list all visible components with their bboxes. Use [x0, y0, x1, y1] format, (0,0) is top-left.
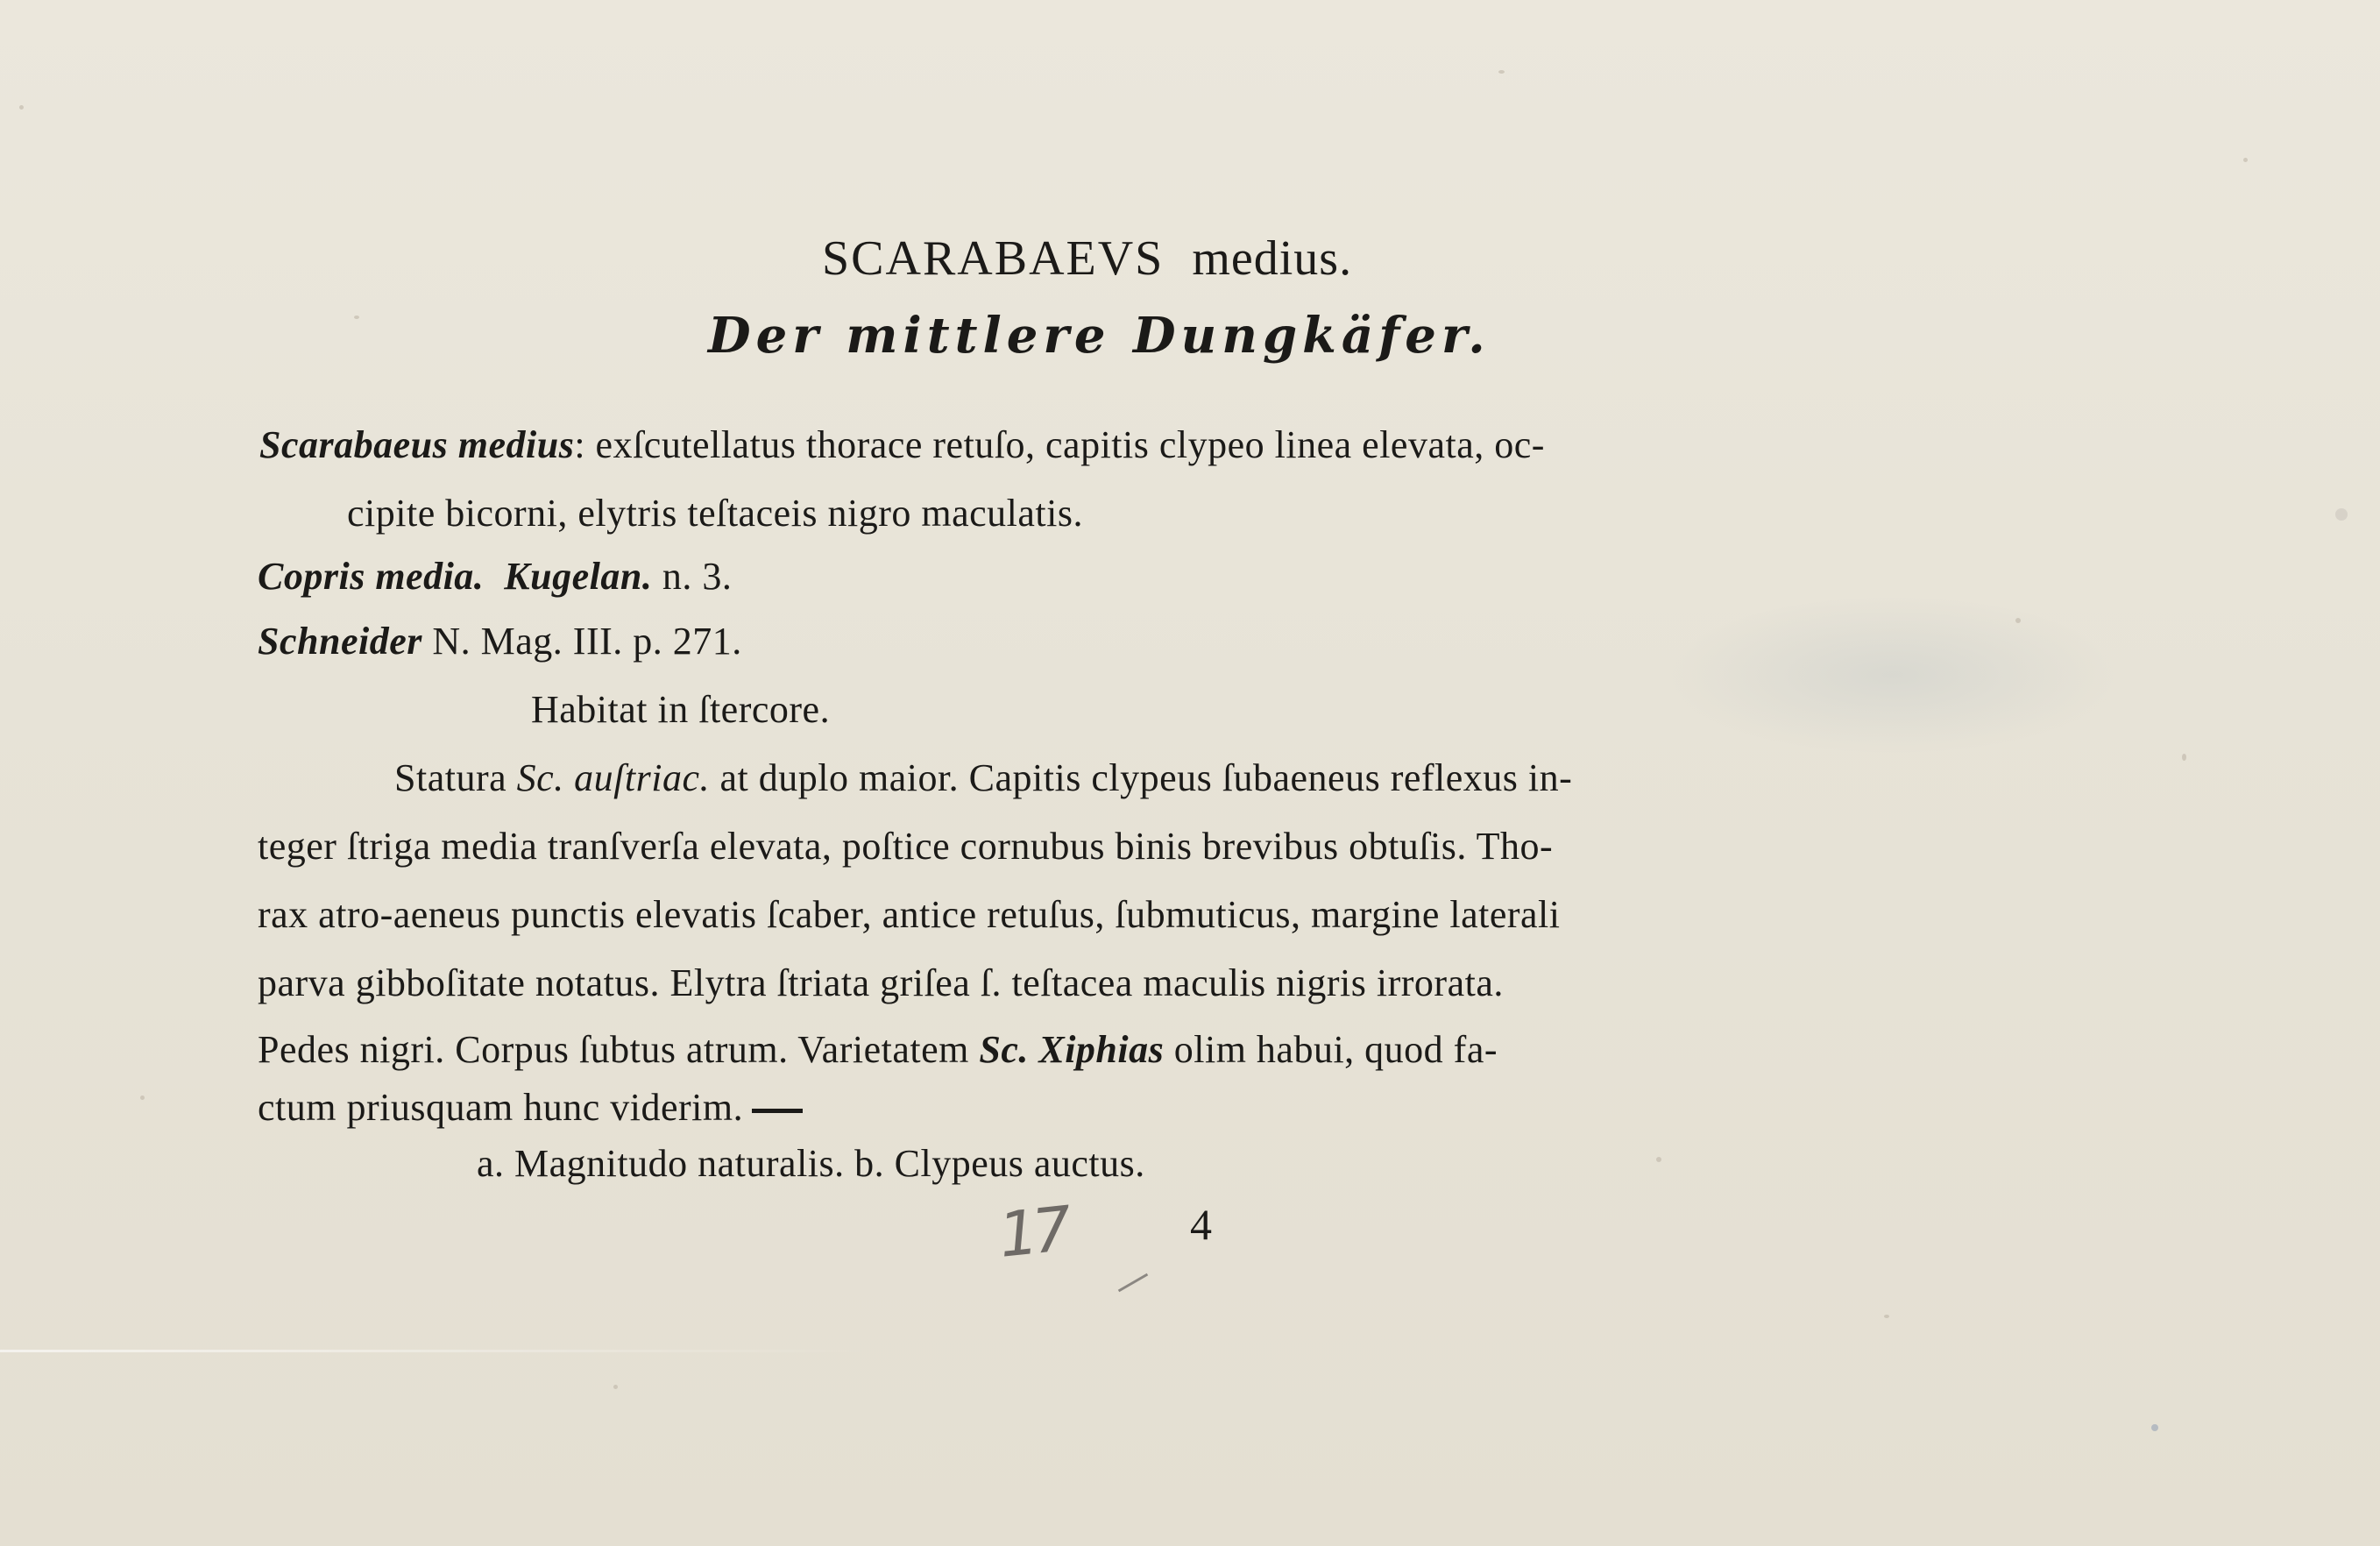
paper-speck — [1884, 1315, 1889, 1318]
title-species: medius. — [1192, 231, 1353, 286]
paragraph-line-5 — [258, 1027, 1498, 1072]
paragraph-line-3: rax atro-aeneus punctis elevatis ſcaber, antice retuſus, ſubmuticus, margine laterali — [258, 893, 1561, 936]
paper-speck — [2182, 754, 2186, 761]
paragraph-species-ref: Sc. auſtriac. — [516, 756, 710, 799]
paper-speck — [2015, 618, 2021, 623]
diagnosis-line-2: cipite bicorni, elytris teſtaceis nigro maculatis. — [347, 492, 1083, 535]
page-number: 4 — [1190, 1200, 1212, 1249]
paragraph-text: Pedes nigri. Corpus ſubtus atrum. Varietatem — [258, 1028, 980, 1071]
paper-speck — [1498, 70, 1505, 74]
paper-speck — [140, 1096, 145, 1100]
paper-speck — [354, 316, 359, 319]
reference-source: n. 3. — [652, 555, 733, 598]
paragraph-text: olim habui, quod fa- — [1164, 1028, 1498, 1071]
reference-source-italic: Kugelan. — [504, 555, 653, 598]
paper-speck — [19, 105, 24, 110]
title-genus: SCARABAEVS — [822, 231, 1165, 286]
figure-caption: a. Magnitudo naturalis. b. Clypeus auctus. — [477, 1142, 1145, 1185]
paper-stain — [1665, 596, 2121, 754]
paragraph-text: Statura — [394, 756, 517, 799]
pencil-mark — [1118, 1273, 1148, 1293]
page-title — [822, 230, 1352, 287]
paragraph-text: ctum priusquam hunc viderim. — [258, 1086, 744, 1129]
habitat-line: Habitat in ſtercore. — [531, 688, 831, 731]
paper-speck — [2243, 158, 2248, 162]
paper-speck — [1656, 1157, 1661, 1162]
handwritten-number: 17 — [995, 1193, 1071, 1272]
reference-line-2 — [258, 619, 742, 663]
diagnosis-line-1 — [259, 422, 1545, 467]
reference-line-1 — [258, 554, 732, 599]
paragraph-line-1 — [394, 755, 1572, 800]
em-dash-rule — [752, 1109, 803, 1113]
paper-crease — [0, 1350, 876, 1352]
reference-source: N. Mag. III. p. 271. — [421, 620, 742, 663]
paragraph-text: at duplo maior. Capitis clypeus ſubaeneus reflexus in- — [710, 756, 1573, 799]
species-name: Scarabaeus medius — [259, 423, 575, 466]
paper-speck — [2151, 1424, 2158, 1431]
paragraph-species-ref: Sc. Xiphias — [979, 1028, 1165, 1071]
diagnosis-text-1: : exſcutellatus thorace retuſo, capitis clypeo linea elevata, oc- — [574, 423, 1545, 466]
paragraph-line-4: parva gibboſitate notatus. Elytra ſtriata griſea ſ. teſtacea maculis nigris irrorata. — [258, 961, 1504, 1004]
reference-author: Schneider — [258, 620, 422, 663]
paragraph-line-6 — [258, 1085, 803, 1130]
page-subtitle: Der mittlere Dungkäfer. — [708, 307, 1491, 365]
paper-speck — [2335, 508, 2348, 521]
paragraph-line-2: teger ſtriga media tranſverſa elevata, poſtice cornubus binis brevibus obtuſis. Tho- — [258, 825, 1554, 868]
paper-speck — [613, 1385, 618, 1389]
reference-author: Copris media. — [258, 555, 485, 598]
